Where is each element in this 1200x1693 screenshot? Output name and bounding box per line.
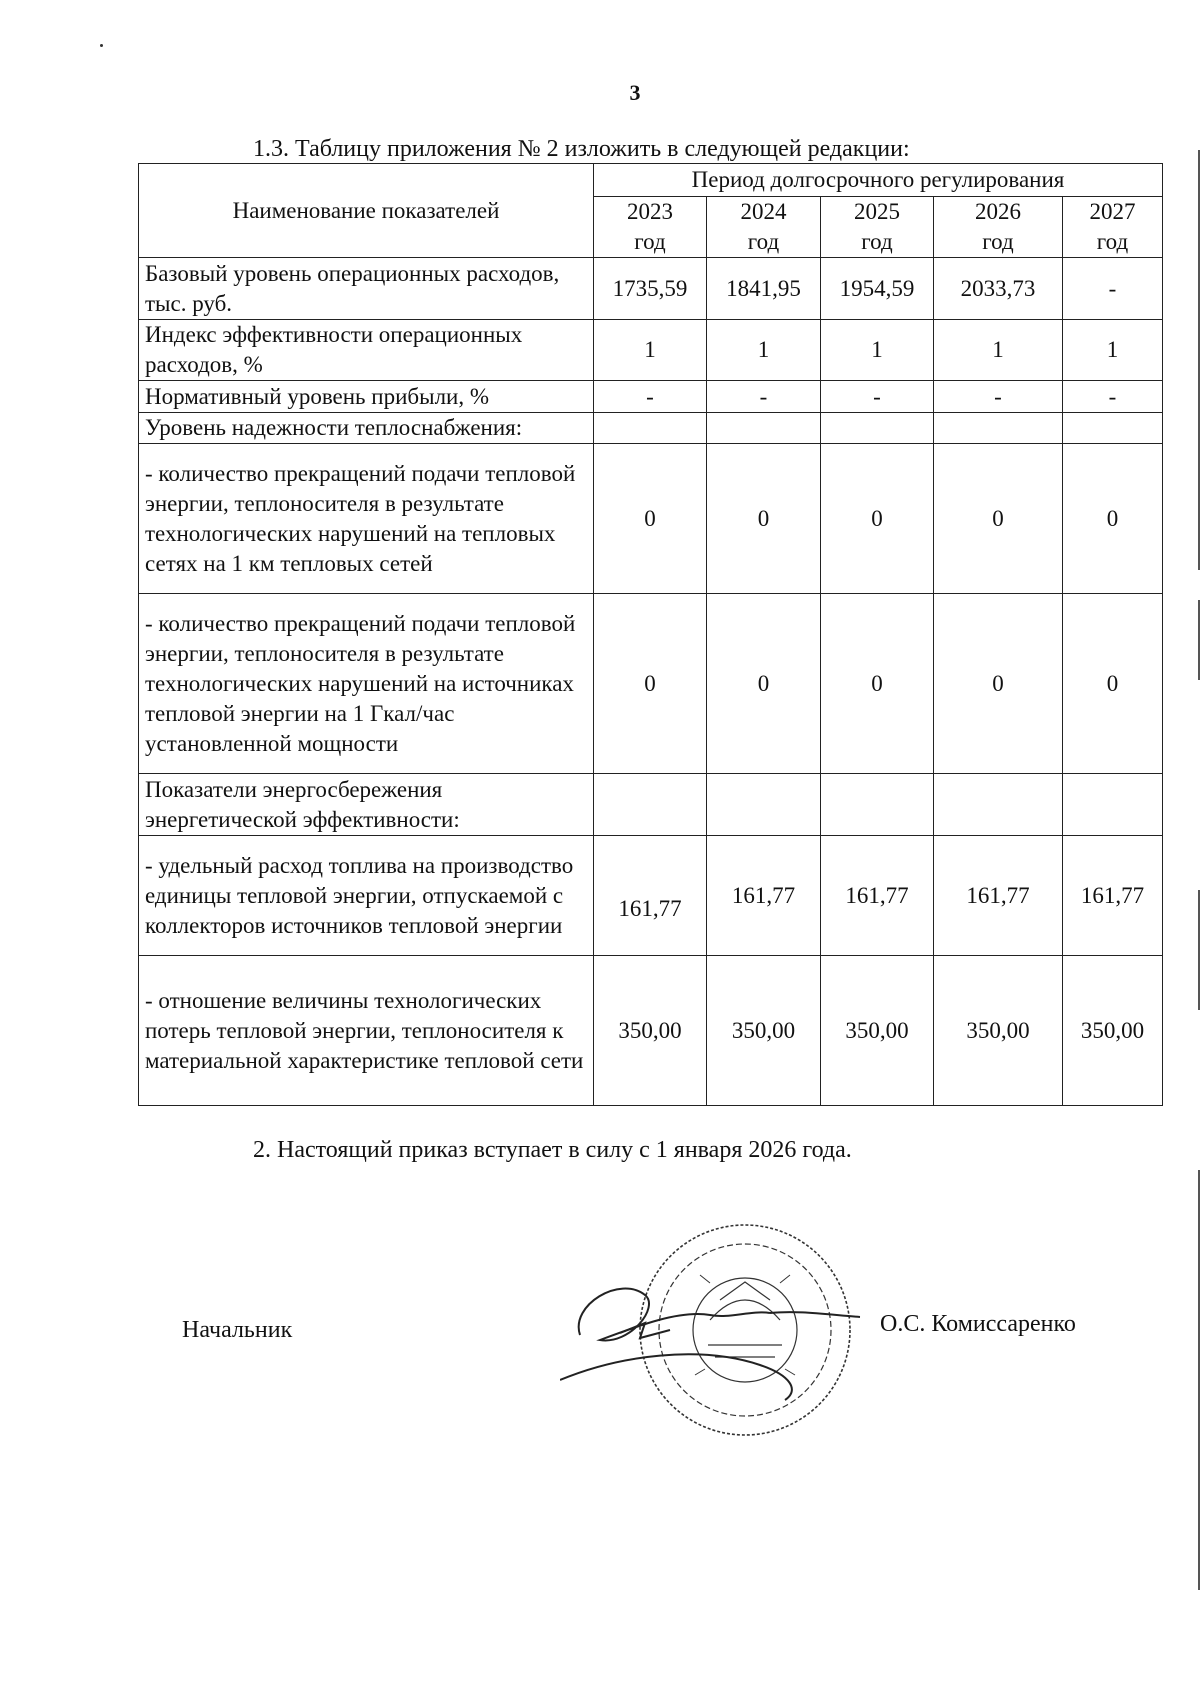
value-cell: 161,77 — [594, 836, 707, 956]
value-cell — [594, 413, 707, 444]
value-cell: 0 — [821, 444, 934, 594]
value-cell: 350,00 — [707, 956, 821, 1106]
header-regulation-period: Период долгосрочного регулирования — [594, 164, 1163, 197]
value-cell: 0 — [821, 594, 934, 774]
value-cell: 0 — [1063, 594, 1163, 774]
value-cell: 1954,59 — [821, 258, 934, 320]
value-cell: 0 — [594, 444, 707, 594]
value-cell: 0 — [1063, 444, 1163, 594]
row-label: Индекс эффективности операционных расходов, % — [139, 320, 594, 381]
table-row — [139, 956, 1163, 1106]
value-cell: 2033,73 — [934, 258, 1063, 320]
value-cell: 0 — [707, 444, 821, 594]
year-unit: год — [1096, 229, 1129, 254]
header-year-cell — [707, 197, 821, 258]
value-cell — [707, 413, 821, 444]
header-year-cell — [934, 197, 1063, 258]
header-year-cell — [594, 197, 707, 258]
year-label: 2024 — [740, 199, 787, 224]
value-cell: - — [1063, 258, 1163, 320]
value-cell — [1063, 774, 1163, 836]
table-row — [139, 413, 1163, 444]
value-cell: 0 — [707, 594, 821, 774]
indicators-table — [138, 163, 1163, 1106]
row-label: Уровень надежности теплоснабжения: — [139, 413, 594, 444]
value-cell — [934, 774, 1063, 836]
year-unit: год — [861, 229, 893, 254]
value-cell: 161,77 — [707, 836, 821, 956]
table-row — [139, 836, 1163, 956]
table-row — [139, 258, 1163, 320]
scan-mark — [100, 44, 103, 47]
page-number: 3 — [629, 80, 641, 105]
row-label: - количество прекращений подачи тепловой энергии, теплоносителя в результате технологических нарушений на источниках тепловой энергии на 1 Гкал/час установленной мощности — [139, 594, 594, 774]
value-cell — [707, 774, 821, 836]
row-label: - количество прекращений подачи тепловой энергии, теплоносителя в результате технологических нарушений на тепловых сетях на 1 км тепловых сетей — [139, 444, 594, 594]
value-cell: 350,00 — [1063, 956, 1163, 1106]
value-cell: 350,00 — [594, 956, 707, 1106]
header-year-cell — [821, 197, 934, 258]
year-unit: год — [982, 229, 1014, 254]
official-seal-with-signature — [560, 1215, 890, 1445]
value-cell: 350,00 — [821, 956, 934, 1106]
value-cell: - — [934, 381, 1063, 413]
value-cell: 161,77 — [1063, 836, 1163, 956]
row-label: Нормативный уровень прибыли, % — [139, 381, 594, 413]
value-cell: 1735,59 — [594, 258, 707, 320]
row-label: - отношение величины технологических потерь тепловой энергии, теплоносителя к материальной характеристике тепловой сети — [139, 956, 594, 1106]
value-cell — [934, 413, 1063, 444]
year-label: 2023 — [627, 199, 673, 224]
value-cell: 0 — [934, 444, 1063, 594]
table-row — [139, 444, 1163, 594]
value-cell: 1 — [1063, 320, 1163, 381]
value-cell: 1 — [707, 320, 821, 381]
value-cell: - — [1063, 381, 1163, 413]
table-row — [139, 594, 1163, 774]
year-label: 2025 — [854, 199, 900, 224]
value-cell — [821, 774, 934, 836]
year-unit: год — [747, 229, 780, 254]
value-cell: 350,00 — [934, 956, 1063, 1106]
table-row — [139, 774, 1163, 836]
header-year-cell — [1063, 197, 1163, 258]
value-cell: 0 — [934, 594, 1063, 774]
value-cell — [1063, 413, 1163, 444]
row-label: Базовый уровень операционных расходов, тыс. руб. — [139, 258, 594, 320]
year-unit: год — [634, 229, 666, 254]
signatory-name: О.С. Комиссаренко — [880, 1311, 1076, 1337]
year-label: 2027 — [1089, 199, 1136, 224]
value-cell: - — [594, 381, 707, 413]
signatory-position: Начальник — [182, 1317, 293, 1343]
value-cell — [594, 774, 707, 836]
value-cell: 0 — [594, 594, 707, 774]
value-cell — [821, 413, 934, 444]
value-cell: 161,77 — [821, 836, 934, 956]
year-label: 2026 — [975, 199, 1021, 224]
amendment-intro: 1.3. Таблицу приложения № 2 изложить в следующей редакции: — [253, 136, 910, 162]
value-cell: - — [707, 381, 821, 413]
table-row — [139, 320, 1163, 381]
order-effective-clause: 2. Настоящий приказ вступает в силу с 1 января 2026 года. — [253, 1137, 852, 1163]
value-cell: 1841,95 — [707, 258, 821, 320]
value-cell: 1 — [821, 320, 934, 381]
value-cell: 1 — [934, 320, 1063, 381]
value-cell: 161,77 — [934, 836, 1063, 956]
value-cell: 1 — [594, 320, 707, 381]
table-row — [139, 381, 1163, 413]
value-cell: - — [821, 381, 934, 413]
row-label: Показатели энергосбережения энергетической эффективности: — [139, 774, 594, 836]
row-label: - удельный расход топлива на производство единицы тепловой энергии, отпускаемой с коллекторов источников тепловой энергии — [139, 836, 594, 956]
header-indicator-name: Наименование показателей — [139, 164, 594, 258]
